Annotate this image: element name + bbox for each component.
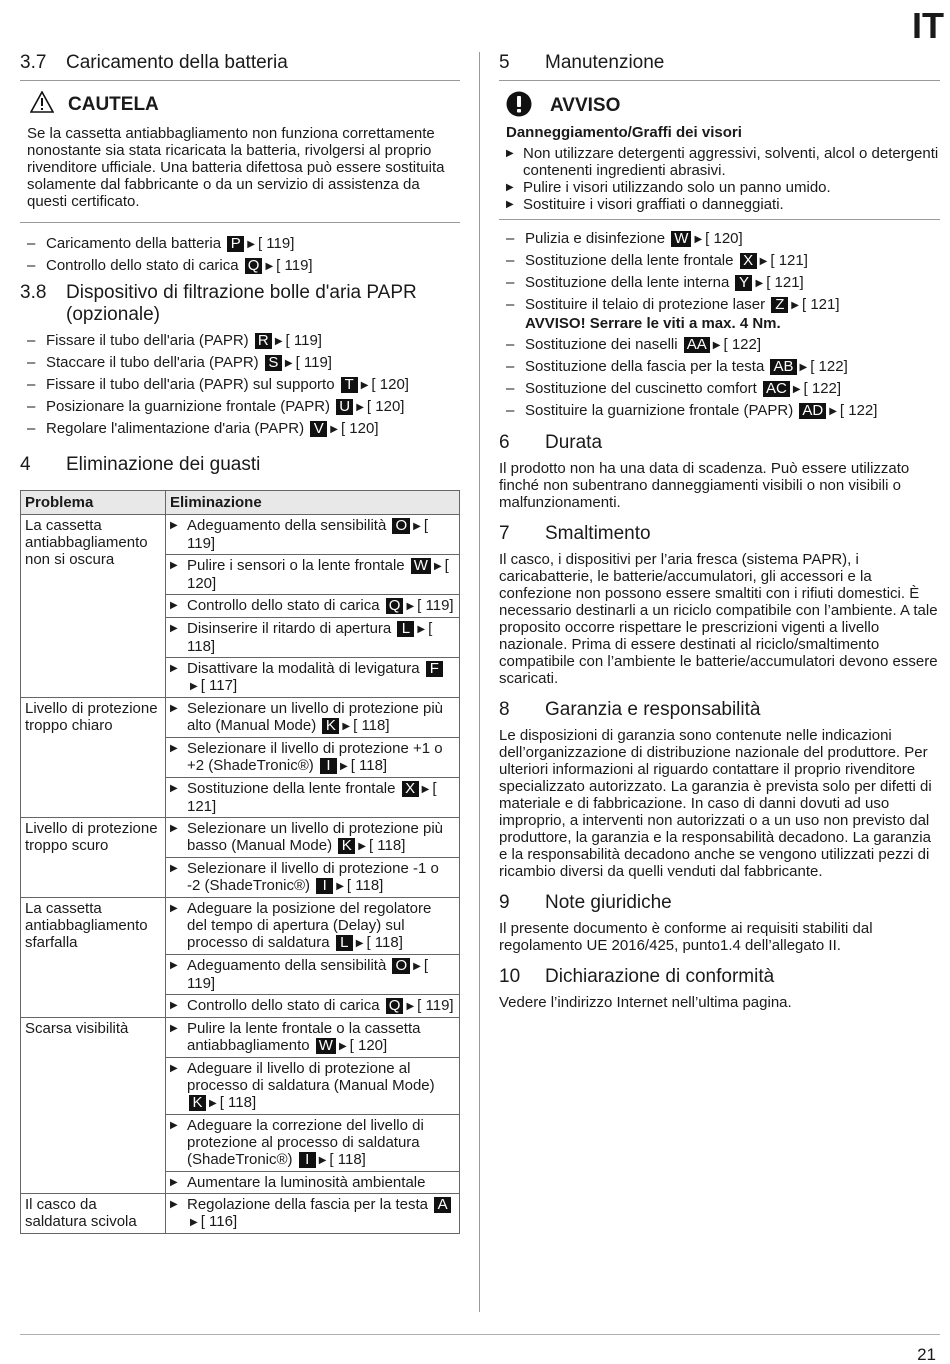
page-reference-link[interactable]: [ 121] (187, 780, 437, 815)
solution-cell (166, 1194, 460, 1234)
solution-cell (166, 698, 460, 738)
table-row (21, 1018, 460, 1058)
arrow-right-icon: ▶ (339, 761, 348, 772)
column-header-problem: Problema (21, 491, 166, 515)
list-item (20, 398, 460, 417)
figure-ref-box[interactable]: L (397, 621, 414, 637)
section-title: Note giuridiche (545, 892, 672, 913)
arrow-right-icon: ▶ (829, 405, 837, 417)
list-item-text: Regolare l'alimentazione d'aria (PAPR) (46, 419, 305, 437)
figure-ref-box[interactable]: P (227, 236, 244, 252)
arrow-right-icon: ▶ (712, 339, 721, 351)
figure-ref-box[interactable]: W (316, 1038, 336, 1054)
solution-cell (166, 1172, 460, 1194)
solution-cell (166, 1058, 460, 1115)
right-column (499, 52, 940, 1023)
list-item (499, 358, 940, 377)
arrow-right-icon: ▶ (265, 261, 274, 272)
section-number: 7 (499, 523, 510, 544)
figure-ref-box[interactable]: Q (386, 598, 404, 614)
figure-ref-box[interactable]: AC (763, 381, 790, 397)
page-number: 21 (917, 1345, 936, 1364)
figure-ref-box[interactable]: Z (771, 297, 788, 313)
page-reference-link[interactable]: [ 120] (366, 397, 405, 415)
section-title: Durata (545, 432, 603, 453)
list-item (499, 230, 940, 249)
page-reference-link[interactable]: [ 119] (285, 331, 322, 349)
section-number: 8 (499, 699, 510, 720)
page-reference-link[interactable]: [ 119] (257, 235, 295, 252)
page-reference-link[interactable]: [ 120] (349, 1037, 388, 1054)
arrow-right-icon: ▶ (274, 335, 283, 347)
figure-ref-box[interactable]: AA (684, 337, 710, 353)
solution-cell (166, 1115, 460, 1172)
figure-ref-box[interactable]: K (322, 718, 339, 734)
solution-cell (166, 595, 460, 618)
list-item (499, 252, 940, 271)
arrow-right-icon: ▶ (413, 521, 421, 532)
solution-text: Adeguare la posizione del regolatore del tempo di apertura (Delay) sul processo di saldatura (187, 900, 432, 951)
solution-item (170, 1060, 455, 1112)
figure-ref-box[interactable]: U (336, 399, 353, 415)
arrow-right-icon: ▶ (413, 961, 421, 972)
notice-heading: Danneggiamento/Graffi dei visori (506, 124, 742, 141)
list-item (499, 274, 940, 293)
solution-text: Regolazione della fascia per la testa (187, 1196, 428, 1213)
left-column (20, 52, 460, 1234)
table-row (21, 818, 460, 858)
solution-text: Adeguamento della sensibilità (187, 957, 387, 974)
notice-block (499, 91, 940, 220)
papr-items-list (20, 332, 460, 439)
problem-cell: Scarsa visibilità (21, 1018, 166, 1194)
column-divider (479, 52, 480, 1312)
list-item-text: Sostituzione del cuscinetto comfort (525, 379, 757, 397)
figure-ref-box[interactable]: AD (799, 403, 826, 419)
solution-text: Controllo dello stato di carica (187, 597, 380, 614)
table-row (21, 698, 460, 738)
solution-text: Selezionare il livello di protezione +1 o +2 (ShadeTronic®) (187, 740, 443, 774)
figure-ref-box[interactable]: T (341, 377, 358, 393)
solution-cell (166, 778, 460, 818)
section-10-heading (499, 966, 940, 988)
solution-cell (166, 555, 460, 595)
section-number: 9 (499, 892, 510, 913)
solution-text: Aumentare la luminosità ambientale (187, 1174, 426, 1191)
list-item (20, 235, 460, 254)
arrow-right-icon: ▶ (406, 1001, 415, 1012)
arrow-right-icon: ▶ (284, 357, 293, 369)
problem-cell: La cassetta antiabbagliamento sfarfalla (21, 898, 166, 1018)
section-title: Caricamento della batteria (66, 52, 288, 73)
solution-item (170, 780, 455, 815)
solution-item (170, 1020, 455, 1055)
caution-label: CAUTELA (68, 94, 159, 115)
arrow-right-icon: ▶ (417, 624, 426, 635)
arrow-right-icon: ▶ (358, 841, 366, 852)
problem-cell: Livello di protezione troppo chiaro (21, 698, 166, 818)
notice-item: ▶ Non utilizzare detergenti aggressivi, solventi, alcol o detergenti contenenti ingredienti abrasivi. (506, 145, 940, 179)
solution-cell (166, 738, 460, 778)
list-item (20, 354, 460, 373)
figure-ref-box[interactable]: A (434, 1197, 451, 1213)
figure-ref-box[interactable]: O (392, 518, 410, 534)
section-paragraph: Le disposizioni di garanzia sono contenute nelle indicazioni dell’organizzazione di distribuzione nazionale del produttore. Per ulteriori informazioni al riguardo contattare il proprio rivenditore specializzato autorizzato. La garanzia è prevista solo per difetti di materiale e di fabbricazione. In caso di danni dovuti ad uso improprio, a interventi non autorizzati o a un uso non previsto dal produttore, la garanzia e la responsabilità decadono. La garanzia e la responsabilità decadono anche se vengono utilizzati pezzi di ricambio diversi da quelli venduti dal fabbricante. (499, 727, 932, 880)
list-item-text: Sostituzione della fascia per la testa (525, 357, 765, 375)
arrow-right-icon: ▶ (792, 383, 801, 395)
page-reference-link[interactable]: [ 121] (802, 296, 840, 313)
solution-cell (166, 618, 460, 658)
list-item-text: Fissare il tubo dell'aria (PAPR) sul supporto (46, 375, 335, 393)
solution-text: Adeguare la correzione del livello di protezione al processo di saldatura (ShadeTronic®) (187, 1117, 424, 1168)
page-reference-link[interactable]: [ 122] (723, 335, 762, 353)
solution-item (170, 517, 455, 552)
arrow-right-icon: ▶ (190, 1217, 198, 1228)
arrow-right-icon: ▶ (759, 256, 768, 267)
section-6-heading (499, 432, 940, 454)
table-row (21, 1194, 460, 1234)
solution-text: Pulire la lente frontale o la cassetta antiabbagliamento (187, 1020, 421, 1054)
arrow-right-icon: ▶ (336, 881, 344, 892)
list-item (20, 376, 460, 395)
arrow-right-icon: ▶ (791, 300, 799, 311)
section-9-heading (499, 892, 940, 914)
section-title: Dichiarazione di conformità (545, 966, 775, 987)
section-paragraph: Il presente documento è conforme ai requisiti stabiliti dal regolamento UE 2016/425, punto1.4 dell’allegato II. (499, 920, 873, 954)
figure-ref-box[interactable]: I (299, 1152, 316, 1168)
section-paragraph: Il prodotto non ha una data di scadenza. Può essere utilizzato finché non subentrano danneggiamenti visibili o non visibili o malfunzionamenti. (499, 460, 910, 511)
solution-cell (166, 1018, 460, 1058)
list-item-text: Caricamento della batteria (46, 235, 222, 252)
solution-text: Selezionare il livello di protezione -1 o -2 (ShadeTronic®) (187, 860, 439, 894)
section-number: 5 (499, 52, 510, 73)
maintenance-items-list (499, 230, 940, 420)
list-item (20, 420, 460, 439)
item-warning-note: AVVISO! Serrare le viti a max. 4 Nm. (525, 314, 781, 332)
page-reference-link[interactable]: [ 119] (276, 257, 313, 274)
section-number: 3.7 (20, 52, 47, 73)
page-reference-link[interactable]: [ 117] (200, 677, 238, 694)
notice-title (506, 91, 940, 120)
solution-text: Adeguamento della sensibilità (187, 517, 387, 534)
arrow-right-icon: ▶ (360, 379, 369, 391)
section-5-heading (499, 52, 940, 81)
table-row (21, 515, 460, 555)
list-item (20, 332, 460, 351)
figure-ref-box[interactable]: Q (245, 258, 263, 274)
section-3-8-heading (20, 282, 460, 326)
page-reference-link[interactable]: [ 118] (329, 1151, 366, 1168)
caution-block (20, 91, 460, 223)
notice-item: ▶ Sostituire i visori graffiati o danneggiati. (506, 196, 940, 213)
solution-item (170, 997, 455, 1015)
problem-cell: Livello di protezione troppo scuro (21, 818, 166, 898)
solution-text: Selezionare un livello di protezione più alto (Manual Mode) (187, 700, 443, 734)
figure-ref-box[interactable]: K (189, 1095, 206, 1111)
arrow-right-icon: ▶ (406, 601, 415, 612)
figure-ref-box[interactable]: W (411, 558, 431, 574)
figure-ref-box[interactable]: X (740, 253, 757, 269)
arrow-right-icon: ▶ (209, 1098, 217, 1109)
list-item-text: Fissare il tubo dell'aria (PAPR) (46, 331, 249, 349)
caution-title (30, 91, 460, 119)
arrow-right-icon: ▶ (342, 721, 351, 732)
list-item (499, 402, 940, 421)
list-item-text: Pulizia e disinfezione (525, 230, 666, 247)
section-number: 3.8 (20, 281, 47, 303)
solution-text: Selezionare un livello di protezione più basso (Manual Mode) (187, 820, 443, 854)
section-title: Dispositivo di filtrazione bolle d'aria PAPR (opzionale) (66, 281, 417, 325)
figure-ref-box[interactable]: W (671, 231, 691, 247)
solution-cell (166, 658, 460, 698)
page-reference-link[interactable]: [ 120] (705, 230, 743, 247)
language-tag: IT (912, 5, 944, 46)
section-title: Garanzia e responsabilità (545, 699, 761, 720)
page-reference-link[interactable]: [ 119] (417, 597, 454, 614)
troubleshooting-table (20, 490, 460, 1234)
arrow-right-icon: ▶ (356, 401, 364, 413)
list-item (499, 336, 940, 355)
additional-sections (499, 432, 940, 1011)
page-reference-link[interactable]: [ 119] (417, 997, 454, 1014)
caution-text: Se la cassetta antiabbagliamento non funziona correttamente nonostante sia stata ricaricata la batteria, rivolgersi al proprio rivenditore ufficiale. Una batteria difettosa può essere sostituita solamente dal fabbricante o da un servizio di assistenza da questi certificato. (27, 125, 445, 210)
notice-items-list (506, 145, 940, 213)
list-item-text: Posizionare la guarnizione frontale (PAPR) (46, 397, 331, 415)
page-reference-link[interactable]: [ 120] (187, 557, 449, 592)
solution-text: Adeguare il livello di protezione al processo di saldatura (Manual Mode) (187, 1060, 435, 1094)
section-paragraph: Il casco, i dispositivi per l’aria fresca (sistema PAPR), i caricabatterie, le batterie/accumulatori, gli accessori e la confezione non possono essere smaltiti con i rifiuti domestici. È necessario destinarli a un riciclo compatibile con l’ambiente. A tale proposito occorre rispettare le prescrizioni vigenti a livello nazionale. Prima di essere destinati al riciclo/smaltimento compatibile con l’ambiente le batterie/accumulatori devono essere scaricati. (499, 551, 938, 687)
list-item-text: Sostituzione della lente interna (525, 274, 730, 291)
solution-cell (166, 898, 460, 955)
page-reference-link[interactable]: [ 118] (219, 1094, 257, 1111)
figure-ref-box[interactable]: X (402, 781, 419, 797)
solution-cell (166, 995, 460, 1018)
list-item-text: Sostituzione dei naselli (525, 335, 678, 353)
solution-item (170, 957, 455, 992)
list-item (499, 296, 940, 332)
page-reference-link[interactable]: [ 121] (766, 274, 804, 291)
solution-item (170, 1174, 455, 1191)
page-reference-link[interactable]: [ 119] (187, 957, 429, 992)
arrow-right-icon: ▶ (755, 278, 764, 289)
solution-text: Controllo dello stato di carica (187, 997, 380, 1014)
solution-item (170, 557, 455, 592)
figure-ref-box[interactable]: AB (770, 359, 796, 375)
solution-cell (166, 515, 460, 555)
problem-cell: La cassetta antiabbagliamento non si oscura (21, 515, 166, 698)
solution-text: Sostituzione della lente frontale (187, 780, 396, 797)
exclamation-icon (506, 91, 532, 120)
arrow-right-icon: ▶ (330, 423, 338, 435)
figure-ref-box[interactable]: L (336, 935, 353, 951)
page-reference-link[interactable]: [ 119] (187, 517, 429, 552)
solution-item (170, 740, 455, 775)
section-title: Smaltimento (545, 523, 651, 544)
page-reference-link[interactable]: [ 116] (200, 1213, 238, 1230)
section-3-7-heading (20, 52, 460, 81)
arrow-right-icon: ▶ (318, 1155, 327, 1166)
arrow-right-icon: ▶ (338, 1041, 347, 1052)
page-reference-link[interactable]: [ 118] (366, 934, 403, 951)
page-reference-link[interactable]: [ 118] (350, 757, 388, 774)
figure-ref-box[interactable]: I (316, 878, 333, 894)
problem-cell: Il casco da saldatura scivola (21, 1194, 166, 1234)
solution-cell (166, 858, 460, 898)
section-number: 6 (499, 432, 510, 453)
figure-ref-box[interactable]: K (338, 838, 355, 854)
solution-item (170, 700, 455, 735)
list-item-text: Sostituire il telaio di protezione laser (525, 296, 766, 313)
arrow-right-icon: ▶ (421, 784, 430, 795)
section-number: 10 (499, 966, 521, 987)
section-7-heading (499, 523, 940, 545)
list-item (499, 380, 940, 399)
page-reference-link[interactable]: [ 118] (368, 837, 406, 854)
notice-item: ▶ Pulire i visori utilizzando solo un panno umido. (506, 179, 940, 196)
solution-item (170, 1196, 455, 1231)
section-number: 4 (20, 454, 31, 475)
page-reference-link[interactable]: [ 122] (810, 357, 848, 375)
section-8-heading (499, 699, 940, 721)
page-reference-link[interactable]: [ 121] (770, 252, 808, 269)
solution-item (170, 860, 455, 895)
section-title: Manutenzione (545, 52, 665, 73)
page-reference-link[interactable]: [ 118] (187, 620, 433, 655)
arrow-right-icon: ▶ (433, 561, 442, 572)
figure-ref-box[interactable]: F (426, 661, 443, 677)
arrow-right-icon: ▶ (190, 681, 198, 692)
list-item-text: Sostituire la guarnizione frontale (PAPR) (525, 401, 794, 419)
page-reference-link[interactable]: [ 119] (295, 353, 332, 371)
page-reference-link[interactable]: [ 118] (346, 877, 384, 894)
figure-ref-box[interactable]: S (265, 355, 282, 371)
list-item-text: Staccare il tubo dell'aria (PAPR) (46, 353, 259, 371)
section-paragraph: Vedere l’indirizzo Internet nell’ultima pagina. (499, 994, 792, 1011)
solution-text: Disattivare la modalità di levigatura (187, 660, 420, 677)
arrow-right-icon: ▶ (799, 361, 808, 373)
solution-cell (166, 818, 460, 858)
page-reference-link[interactable]: [ 122] (839, 401, 878, 419)
section-4-heading (20, 454, 460, 476)
solution-item (170, 660, 455, 695)
table-row (21, 898, 460, 955)
solution-text: Pulire i sensori o la lente frontale (187, 557, 405, 574)
section-title: Eliminazione dei guasti (66, 454, 261, 475)
solution-item (170, 820, 455, 855)
solution-item (170, 597, 455, 615)
arrow-right-icon: ▶ (694, 234, 703, 245)
page-reference-link[interactable]: [ 120] (340, 419, 379, 437)
footer-rule (20, 1334, 940, 1335)
page-reference-link[interactable]: [ 118] (353, 717, 390, 734)
figure-ref-box[interactable]: R (255, 333, 272, 349)
list-item (20, 257, 460, 276)
solution-item (170, 1117, 455, 1169)
solution-text: Disinserire il ritardo di apertura (187, 620, 392, 637)
column-header-solution: Eliminazione (166, 491, 460, 515)
solution-item (170, 620, 455, 655)
page-reference-link[interactable]: [ 120] (371, 375, 409, 393)
figure-ref-box[interactable]: V (310, 421, 327, 437)
solution-item (170, 900, 455, 952)
arrow-right-icon: ▶ (247, 239, 255, 250)
arrow-right-icon: ▶ (355, 938, 364, 949)
notice-label: AVVISO (550, 95, 621, 116)
figure-ref-box[interactable]: Q (386, 998, 404, 1014)
solution-cell (166, 955, 460, 995)
page-reference-link[interactable]: [ 122] (803, 379, 842, 397)
battery-items-list (20, 235, 460, 276)
list-item-text: Controllo dello stato di carica (46, 257, 239, 274)
figure-ref-box[interactable]: O (392, 958, 410, 974)
list-item-text: Sostituzione della lente frontale (525, 252, 734, 269)
warning-triangle-icon (30, 91, 54, 119)
figure-ref-box[interactable]: Y (735, 275, 752, 291)
figure-ref-box[interactable]: I (320, 758, 337, 774)
